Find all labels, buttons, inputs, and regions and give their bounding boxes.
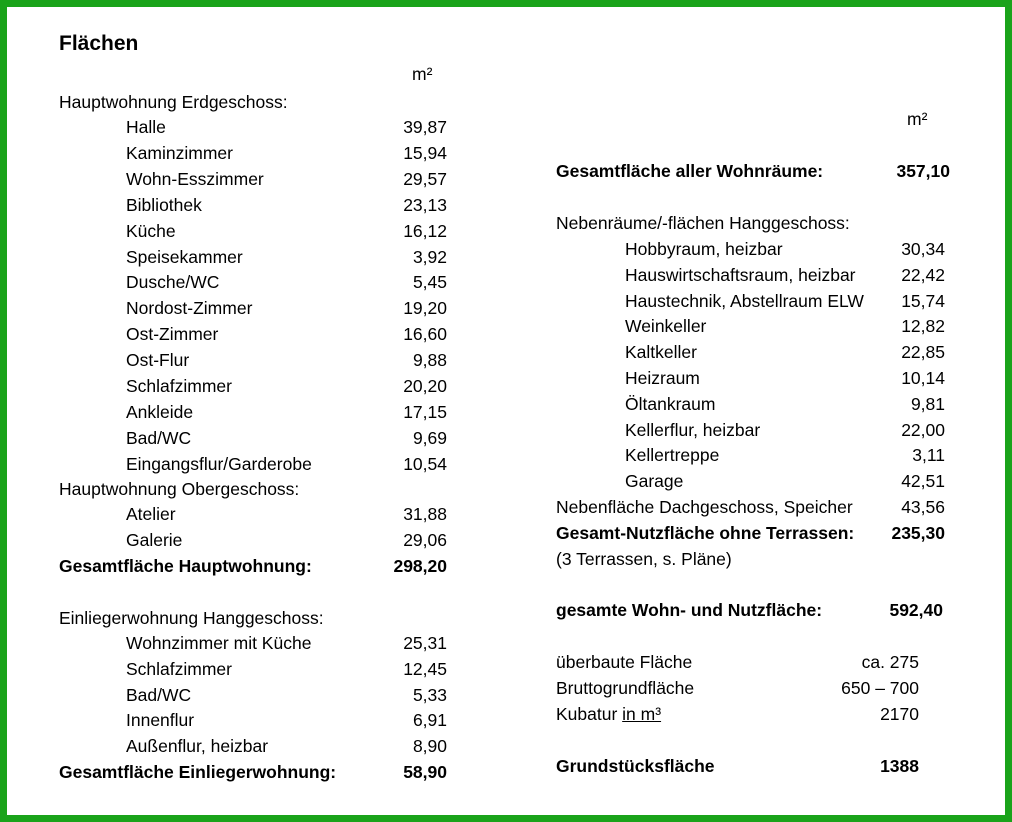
unit-label-right: m² bbox=[907, 109, 928, 129]
room-label: Nordost-Zimmer bbox=[126, 298, 253, 319]
total-label-nutz: Gesamt-Nutzfläche ohne Terrassen: bbox=[556, 523, 855, 543]
room-value: 42,51 bbox=[901, 471, 945, 492]
section-header-elw: Einliegerwohnung Hanggeschoss: bbox=[59, 608, 324, 628]
room-value: 6,91 bbox=[412, 710, 447, 731]
room-value: 10,54 bbox=[403, 453, 447, 474]
room-label: Kellertreppe bbox=[625, 445, 720, 466]
room-value: 15,74 bbox=[901, 290, 945, 311]
room-label: Bad/WC bbox=[126, 427, 192, 448]
room-value: 16,60 bbox=[403, 324, 447, 345]
room-label: Eingangsflur/Garderobe bbox=[126, 453, 312, 474]
room-value: 22,00 bbox=[901, 419, 945, 440]
room-value: 22,42 bbox=[901, 264, 945, 285]
total-value-haupt: 298,20 bbox=[393, 556, 447, 576]
room-value: 5,45 bbox=[412, 272, 447, 293]
room-value: 23,13 bbox=[403, 194, 447, 215]
room-label: Ost-Zimmer bbox=[126, 324, 219, 345]
kubatur-value: 2170 bbox=[880, 704, 919, 724]
total-label-haupt: Gesamtfläche Hauptwohnung: bbox=[59, 556, 312, 576]
section-header-og: Hauptwohnung Obergeschoss: bbox=[59, 479, 300, 499]
dach-label: Nebenfläche Dachgeschoss, Speicher bbox=[556, 497, 853, 517]
room-label: Ost-Flur bbox=[126, 350, 190, 371]
room-label: Atelier bbox=[126, 504, 176, 524]
room-value: 20,20 bbox=[403, 376, 447, 396]
total-label-wohn: Gesamtfläche aller Wohnräume: bbox=[556, 161, 824, 181]
room-label: Galerie bbox=[126, 529, 183, 550]
total-value-gesamt: 592,40 bbox=[889, 600, 943, 620]
room-value: 39,87 bbox=[403, 117, 447, 137]
kubatur-label bbox=[556, 704, 661, 724]
room-label: Außenflur, heizbar bbox=[126, 736, 269, 757]
room-label: Küche bbox=[126, 220, 176, 241]
room-value: 12,45 bbox=[403, 658, 447, 679]
room-label: Wohnzimmer mit Küche bbox=[126, 633, 312, 653]
dach-value: 43,56 bbox=[901, 497, 945, 517]
room-value: 19,20 bbox=[403, 298, 447, 319]
room-label: Ankleide bbox=[126, 401, 194, 422]
total-value-elw: 58,90 bbox=[403, 762, 447, 782]
room-label: Kaltkeller bbox=[625, 342, 697, 363]
room-label: Kellerflur, heizbar bbox=[625, 419, 761, 440]
room-value: 10,14 bbox=[901, 368, 945, 388]
room-value: 31,88 bbox=[403, 504, 447, 524]
room-label: Speisekammer bbox=[126, 246, 243, 267]
room-label: Bad/WC bbox=[126, 684, 192, 705]
room-label: Haustechnik, Abstellraum ELW bbox=[625, 290, 864, 311]
terrassen-note: (3 Terrassen, s. Pläne) bbox=[556, 549, 732, 569]
room-label: Bibliothek bbox=[126, 194, 202, 215]
room-label: Garage bbox=[625, 471, 684, 492]
room-label: Wohn-Esszimmer bbox=[126, 168, 264, 189]
room-label: Heizraum bbox=[625, 368, 700, 388]
room-value: 15,94 bbox=[403, 142, 447, 163]
room-value: 9,69 bbox=[412, 427, 447, 448]
room-value: 3,92 bbox=[412, 246, 447, 267]
room-label: Innenflur bbox=[126, 710, 195, 731]
section-header-neben: Nebenräume/-flächen Hanggeschoss: bbox=[556, 213, 850, 233]
room-label: Öltankraum bbox=[625, 393, 716, 414]
ueberbaut-label: überbaute Fläche bbox=[556, 652, 693, 672]
unit-label-left: m² bbox=[412, 64, 433, 84]
room-value: 3,11 bbox=[912, 445, 945, 466]
room-value: 5,33 bbox=[412, 684, 447, 705]
room-value: 12,82 bbox=[901, 316, 945, 337]
room-value: 9,81 bbox=[910, 393, 945, 414]
section-header-eg: Hauptwohnung Erdgeschoss: bbox=[59, 92, 288, 112]
brutto-label: Bruttogrundfläche bbox=[556, 678, 695, 698]
room-label: Weinkeller bbox=[625, 316, 707, 337]
room-value: 29,06 bbox=[403, 529, 447, 550]
room-label: Schlafzimmer bbox=[126, 658, 232, 679]
room-label: Kaminzimmer bbox=[126, 142, 233, 163]
grund-value: 1388 bbox=[880, 756, 919, 776]
kubatur-unit: in m³ bbox=[622, 704, 662, 724]
room-value: 8,90 bbox=[412, 736, 447, 757]
page-title: Flächen bbox=[59, 32, 139, 55]
room-label: Hobbyraum, heizbar bbox=[625, 239, 783, 259]
room-label: Hauswirtschaftsraum, heizbar bbox=[625, 264, 856, 285]
room-value: 25,31 bbox=[403, 633, 447, 653]
total-value-nutz: 235,30 bbox=[891, 523, 945, 543]
room-value: 17,15 bbox=[403, 401, 447, 422]
brutto-value: 650 – 700 bbox=[841, 678, 919, 698]
kubatur-text: Kubatur bbox=[556, 704, 618, 724]
total-value-wohn: 357,10 bbox=[896, 161, 950, 181]
room-value: 16,12 bbox=[403, 220, 447, 241]
room-label: Halle bbox=[126, 117, 166, 137]
ueberbaut-value: ca. 275 bbox=[861, 652, 919, 672]
room-value: 29,57 bbox=[403, 168, 447, 189]
total-label-elw: Gesamtfläche Einliegerwohnung: bbox=[59, 762, 337, 782]
room-label: Schlafzimmer bbox=[126, 376, 232, 396]
room-value: 9,88 bbox=[412, 350, 447, 371]
room-value: 22,85 bbox=[901, 342, 945, 363]
grund-label: Grundstücksfläche bbox=[556, 756, 715, 776]
total-label-gesamt: gesamte Wohn- und Nutzfläche: bbox=[556, 600, 823, 620]
room-label: Dusche/WC bbox=[126, 272, 220, 293]
room-value: 30,34 bbox=[901, 239, 945, 259]
